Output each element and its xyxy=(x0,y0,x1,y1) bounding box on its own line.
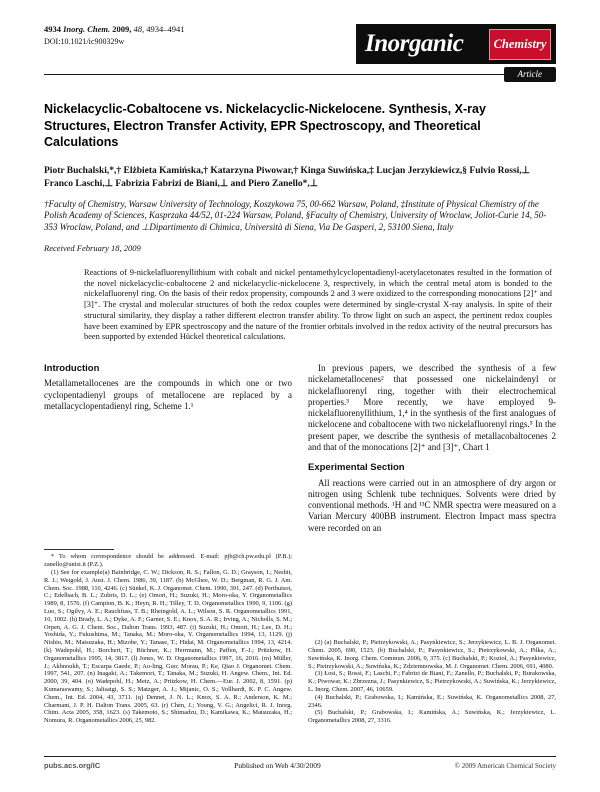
citation-block xyxy=(44,24,185,47)
received-date: Received February 18, 2009 xyxy=(44,243,141,253)
article-type-badge: Article xyxy=(504,67,557,82)
author-list: Piotr Buchalski,*,† Elżbieta Kamińska,† Katarzyna Piwowar,† Kinga Suwińska,‡ Lucjan Jerzykiewicz,§ Fulvio Rossi,⊥ Franco Laschi,⊥ Fabrizia Fabrizi de Biani,⊥ and Piero Zanello*,⊥ xyxy=(44,165,530,189)
logo-chemistry-text: Chemistry xyxy=(489,29,551,60)
section-heading-experimental: Experimental Section xyxy=(308,462,405,474)
footnote-ref-4: (4) Buchalski, P.; Grabowska, I.; Kamińska, E.; Suwińska, K. Organometallics 2008, 27, 2346. xyxy=(308,693,556,709)
logo-inorganic-text: Inorganic xyxy=(365,30,464,57)
right-column xyxy=(308,363,556,725)
abstract: Reactions of 9-nickelafluorenyllithium with cobalt and nickel pentamethylcyclopentadienyl-acetylacetonates resulted in the formation of the novel nickelacyclic-cobaltocene 2 and nickelacyclic-nickelocene 3, respectively, in which the central metal atom is bonded to the nickelafluorenyl ring. On the basis of their redox propensity, compounds 2 and 3 were oxidized to the corresponding monocations [2]⁺ and [3]⁺. The crystal and molecular structures of both the redox couples were determined by single-crystal X-ray analysis. In spite of their structural similarity, they display a rather different electron transfer ability. To throw light on such an aspect, the pertinent redox couples have been examined by EPR spectroscopy and the nature of the frontier orbitals involved in the redox activity of the neutral precursors has been supported by extended Hückel theoretical calculations. xyxy=(84,268,552,342)
citation-line xyxy=(44,24,185,35)
page-number: 4934 xyxy=(44,24,61,34)
header-rule xyxy=(44,69,556,79)
copyright: © 2009 American Chemical Society xyxy=(454,762,556,770)
published-on-web: Published on Web 4/30/2009 xyxy=(234,761,321,770)
experimental-paragraph: All reactions were carried out in an atmosphere of dry argon or nitrogen using Schlenk tube techniques. Solvents were dried by conventional methods. ¹H and ¹³C NMR spectra were measured on a Varian Mercury 400BB instrument. Electron Impact mass spectra were recorded on an xyxy=(308,477,556,533)
doi: DOI:10.1021/ic900329w xyxy=(44,37,125,46)
body-columns xyxy=(44,363,556,725)
journal-logo-box xyxy=(356,24,556,64)
left-footnotes xyxy=(44,549,292,725)
journal-name: Inorg. Chem. xyxy=(63,24,111,34)
page-header xyxy=(44,0,556,64)
affiliations: †Faculty of Chemistry, Warsaw University of Technology, Koszykowa 75, 00-662 Warsaw, Poland, ‡Institute of Physical Chemistry of the Polish Academy of Sciences, Kasprzaka 44/52, 01-224 Warsaw, Poland, §Faculty of Chemistry, University of Wroclaw, Joliot-Curie 14, 50-353 Wroclaw, Poland, and ⊥Dipartimento di Chimica, Università di Siena, Via De Gasperi, 2, 53100 Siena, Italy xyxy=(44,198,547,232)
right-footnotes xyxy=(308,639,556,725)
footnote-ref-2: (2) (a) Buchalski, P.; Pietrzykowski, A.; Pasynkiewicz, S.; Jerzykiewicz, L. B. J. Organomet. Chem. 2005, 690, 1523. (b) Buchalski, P.; Pasynkiewicz, S.; Pietrzykowski, A.; Pilka, A.; Suwińska, K. Inorg. Chem. Commun. 2006, 9, 375. (c) Buchalski, P.; Kozioł, A.; Pasynkiewicz, S.; Pietrzykowski, A.; Suwińska, K.; Zdziemnowska, M. J. Organomet. Chem. 2006, 691, 4080. xyxy=(308,639,556,670)
journal-logo xyxy=(356,24,556,64)
journal-pages: 4934–4941 xyxy=(146,24,185,34)
previous-papers-paragraph: In previous papers, we described the synthesis of a few nickelametallocenes² that possessed one nickelaindenyl or nickelafluorenyl ring, together with their electrochemical properties.³ More recently, we have employed 9-nickelafluorenyllithium, 1,⁴ in the synthesis of the first analogues of nickelocene and cobaltocene with two nickelafluorenyl rings.⁵ In the present paper, we describe the synthesis of metallacobaltocenes 2 and that of the monocations [2]⁺ and [3]⁺, Chart 1 xyxy=(308,362,556,452)
article-title: Nickelacyclic-Cobaltocene vs. Nickelacyclic-Nickelocene. Synthesis, X-ray Structures, Electron Transfer Activity, EPR Spectroscopy, and Theoretical Calculations xyxy=(44,102,486,149)
page-footer xyxy=(44,756,556,770)
footnote-ref-1: (1) See for example(a) Bainbridge, C. W.; Dickson, R. S.; Fallon, G. D.; Grayson, I.; Nesbit, R. J.; Weigold, J. Aust. J. Chem. 1986, 39, 1187. (b) McGhee, W. D.; Bergman, R. G. J. Am. Chem. Soc. 1988, 110, 4246. (c) Sünkel, K. J. Organomet. Chem. 1990, 391, 247. (d) Perthuisot, C.; Edelbach, B. L.; Zubris, D. L.; (e) Omori, H.; Suzuki, H.; Moro-oka, Y. Organometallics 1989, 8, 1576. (f) Campion, B. K.; Heyn, R. H.; Tilley, T. D. Organometallics 1990, 9, 1106. (g) Luo, S.; Ogilvy, A. E.; Rauchfuss, T. B.; Rheingold, A. L.; Wilson, S. R. Organometallics 1991, 10, 1002. (h) Brady, L. A.; Dyke, A. F.; Garner, S. E.; Knox, S. A. R.; Irving, A.; Nicholls, S. M.; Orpen, A. G. J. Chem. Soc., Dalton Trans. 1993, 487. (i) Suzuki, H.; Omori, H.; Lee, D. H.; Yoshida, Y.; Fukushima, M.; Tanaka, M.; Moro-oka, Y. Organometallics 1994, 13, 1129. (j) Nishio, M.; Matsuzaka, H.; Mizobe, Y.; Tanase, T.; Hidai, M. Organometallics 1994, 13, 4214. (k) Wadepohl, H.; Borchert, T.; Büchner, K.; Herrmann, M.; Paffen, F.-J.; Pritzkow, H. Organometallics 1995, 14, 3817. (l) Jones, W. D. Organometallics 1997, 16, 2016. (m) Müller, J.; Akhnoukh, T.; Escarpa Gaede, P.; Ao-ling, Guo; Morau, P.; Ke, Qiao J. Organomet. Chem. 1997, 541, 207. (n) Inagaki, A.; Takemori, T.; Tanaka, M.; Suzuki, H. Angew. Chem., Int. Ed. 2000, 39, 404. (o) Wadepohl, H.; Metz, A.; Pritzkow, H. Chem.—Eur. J. 2002, 8, 1591. (p) Kumaraswamy, S.; Jalisatgi, S. S.; Matzger, A. J.; Mijanic, O. S.; Vollhardt, K. P. C. Angew. Chem., Int. Ed. 2004, 43, 3711. (q) Dennet, J. N. L.; Knox, S. A. R.; Anderson, K. M.; Charmant, J. P. H. Dalton Trans. 2005, 63. (r) Chen, J.; Young, V. G.; Angelici, R. J. Inorg. Chim. Acta 2005, 358, 1623. (s) Takemoto, S.; Shimadzu, D.; Kamikawa, K.; Matsuzaka, H.; Nomura, R. Organometallics 2006, 25, 982. xyxy=(44,568,292,725)
journal-year: 2009, xyxy=(112,24,132,34)
footnote-rule xyxy=(44,549,114,550)
journal-volume: 48, xyxy=(133,24,145,34)
footnote-ref-5: (5) Buchalski, P.; Grabowska, I.; Kamińska, A.; Suwińska, K.; Jerzykiewicz, L. Organometallics 2008, 27, 3316. xyxy=(308,709,556,725)
section-heading-introduction: Introduction xyxy=(44,362,100,374)
introduction-paragraph: Metallametallocenes are the compounds in which one or two cyclopentadienyl groups of metallocene are replaced by a metallacyclopentadienyl ring, Scheme 1.¹ xyxy=(44,378,292,411)
left-column xyxy=(44,363,292,725)
publisher-url: pubs.acs.org/IC xyxy=(44,761,101,770)
footnote-ref-3: (3) Łosi, S.; Rossi, F.; Laschi, F.; Fabrizi de Biani, F.; Zanello, P.; Buchalski, P.; Burakowska, K.; Piwowar, K.; Zbrzezna, J.; Pasynkiewicz, S.; Pietrzykowski, A.; Suwińska, K.; Jerzykiewicz, L. Inorg. Chem. 2007, 46, 10659. xyxy=(308,670,556,693)
footnote-correspondence: * To whom correspondence should be addressed. E-mail: pjb@ch.pw.edu.pl (P.B.); zanello@unisi.it (P.Z.). xyxy=(44,553,292,569)
